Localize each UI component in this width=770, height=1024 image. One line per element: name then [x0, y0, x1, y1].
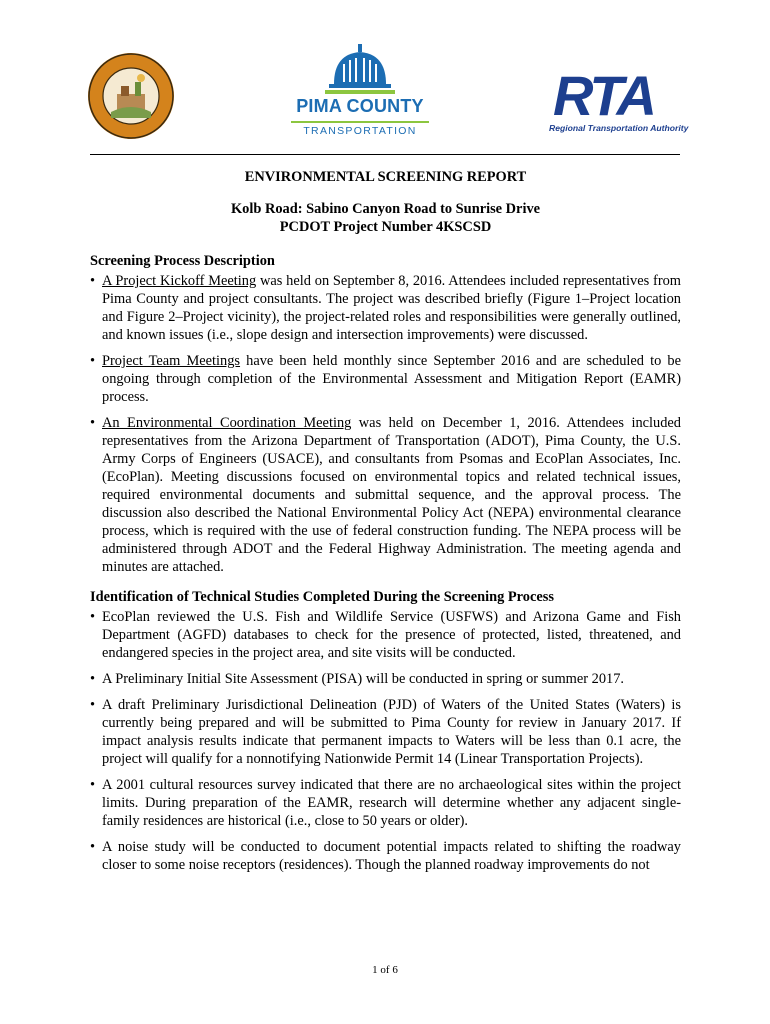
list-item	[90, 272, 681, 344]
item-text: A 2001 cultural resources survey indicated that there are no archaeological sites within the project limits. During preparation of the EAMR, research will determine whether any adjacent single-family residences are historical (i.e., close to 50 years or older).	[102, 777, 681, 829]
item-text: A draft Preliminary Jurisdictional Delineation (PJD) of Waters of the United States (Waters) is currently being prepared and will be submitted to Pima County for review in January 2017. If impact analysis results indicate that permanent impacts to Waters will be less than 0.1 acre, the project will qualify for a nonnotifying Nationwide Permit 14 (Linear Transportation Projects).	[102, 697, 681, 767]
list-item	[90, 608, 681, 662]
technical-studies-list	[90, 608, 681, 874]
item-lead: An Environmental Coordination Meeting	[102, 415, 352, 431]
list-item	[90, 352, 681, 406]
report-body	[90, 167, 681, 882]
item-text: EcoPlan reviewed the U.S. Fish and Wildlife Service (USFWS) and Arizona Game and Fish Department (AGFD) databases to check for the presence of protected, listed, threatened, and endangered species in the project area, and site visits will be conducted.	[102, 609, 681, 661]
letterhead	[0, 0, 770, 160]
section-heading-technical-studies: Identification of Technical Studies Completed During the Screening Process	[90, 589, 554, 605]
project-number: PCDOT Project Number 4KSCSD	[279, 219, 492, 235]
list-item	[90, 776, 681, 830]
pima-logo-subtitle: TRANSPORTATION	[303, 125, 417, 137]
item-text: was held on December 1, 2016. Attendees included representatives from the Arizona Department of Transportation (ADOT), Pima County, the U.S. Army Corps of Engineers (USACE), and consultants from Psomas and EcoPlan Associates, Inc. (EcoPlan). Meeting discussions focused on environmental topics and related technical issues, required environmental documents and submittal sequence, and the approval process. The discussion also described the National Environmental Policy Act (NEPA) environmental clearance process, which is required with the use of federal construction funding. The NEPA process will be administered through ADOT and the Federal Highway Administration. The meeting agenda and minutes are attached.	[102, 415, 682, 575]
report-title: ENVIRONMENTAL SCREENING REPORT	[244, 169, 527, 185]
item-lead: A Project Kickoff Meeting	[102, 273, 257, 289]
rta-logo-acronym: RTA	[553, 64, 654, 127]
section-heading-screening-process: Screening Process Description	[90, 253, 275, 269]
pima-logo-rule	[291, 121, 429, 123]
list-item	[90, 414, 681, 576]
page-number: 1 of 6	[372, 964, 398, 976]
pima-logo-title: PIMA COUNTY	[296, 96, 424, 116]
header-divider	[90, 154, 680, 155]
pima-county-transportation-logo	[285, 44, 435, 142]
screening-process-list	[90, 272, 681, 576]
rta-logo-full-name: Regional Transportation Authority	[549, 123, 689, 133]
item-text: A noise study will be conducted to document potential impacts related to shifting the roadway closer to some noise receptors (residences). Though the planned roadway improvements do not	[102, 839, 681, 873]
bullet-icon: •	[90, 671, 96, 687]
item-text: have been held monthly since September 2016 and are scheduled to be ongoing through completion of the Environmental Assessment and Mitigation Report (EAMR) process.	[102, 353, 681, 405]
bullet-icon: •	[90, 415, 96, 431]
bullet-icon: •	[90, 609, 96, 625]
bullet-icon: •	[90, 353, 96, 369]
project-name: Kolb Road: Sabino Canyon Road to Sunrise Drive	[230, 201, 541, 217]
list-item	[90, 696, 681, 768]
bullet-icon: •	[90, 273, 96, 289]
item-text: A Preliminary Initial Site Assessment (PISA) will be conducted in spring or summer 2017.	[102, 671, 625, 687]
bullet-icon: •	[90, 697, 96, 713]
pima-county-seal-logo	[87, 52, 175, 140]
dome-icon	[285, 44, 435, 96]
rta-logo	[549, 64, 689, 140]
list-item	[90, 670, 681, 688]
bullet-icon: •	[90, 839, 96, 855]
item-lead: Project Team Meetings	[102, 353, 241, 369]
item-text: was held on September 8, 2016. Attendees included representatives from Pima County and project consultants. The project was described briefly (Figure 1–Project location and Figure 2–Project vicinity), the project-related roles and responsibilities were generally outlined, and known issues (i.e., slope design and intersection improvements) were discussed.	[102, 273, 681, 343]
bullet-icon: •	[90, 777, 96, 793]
list-item	[90, 838, 681, 874]
